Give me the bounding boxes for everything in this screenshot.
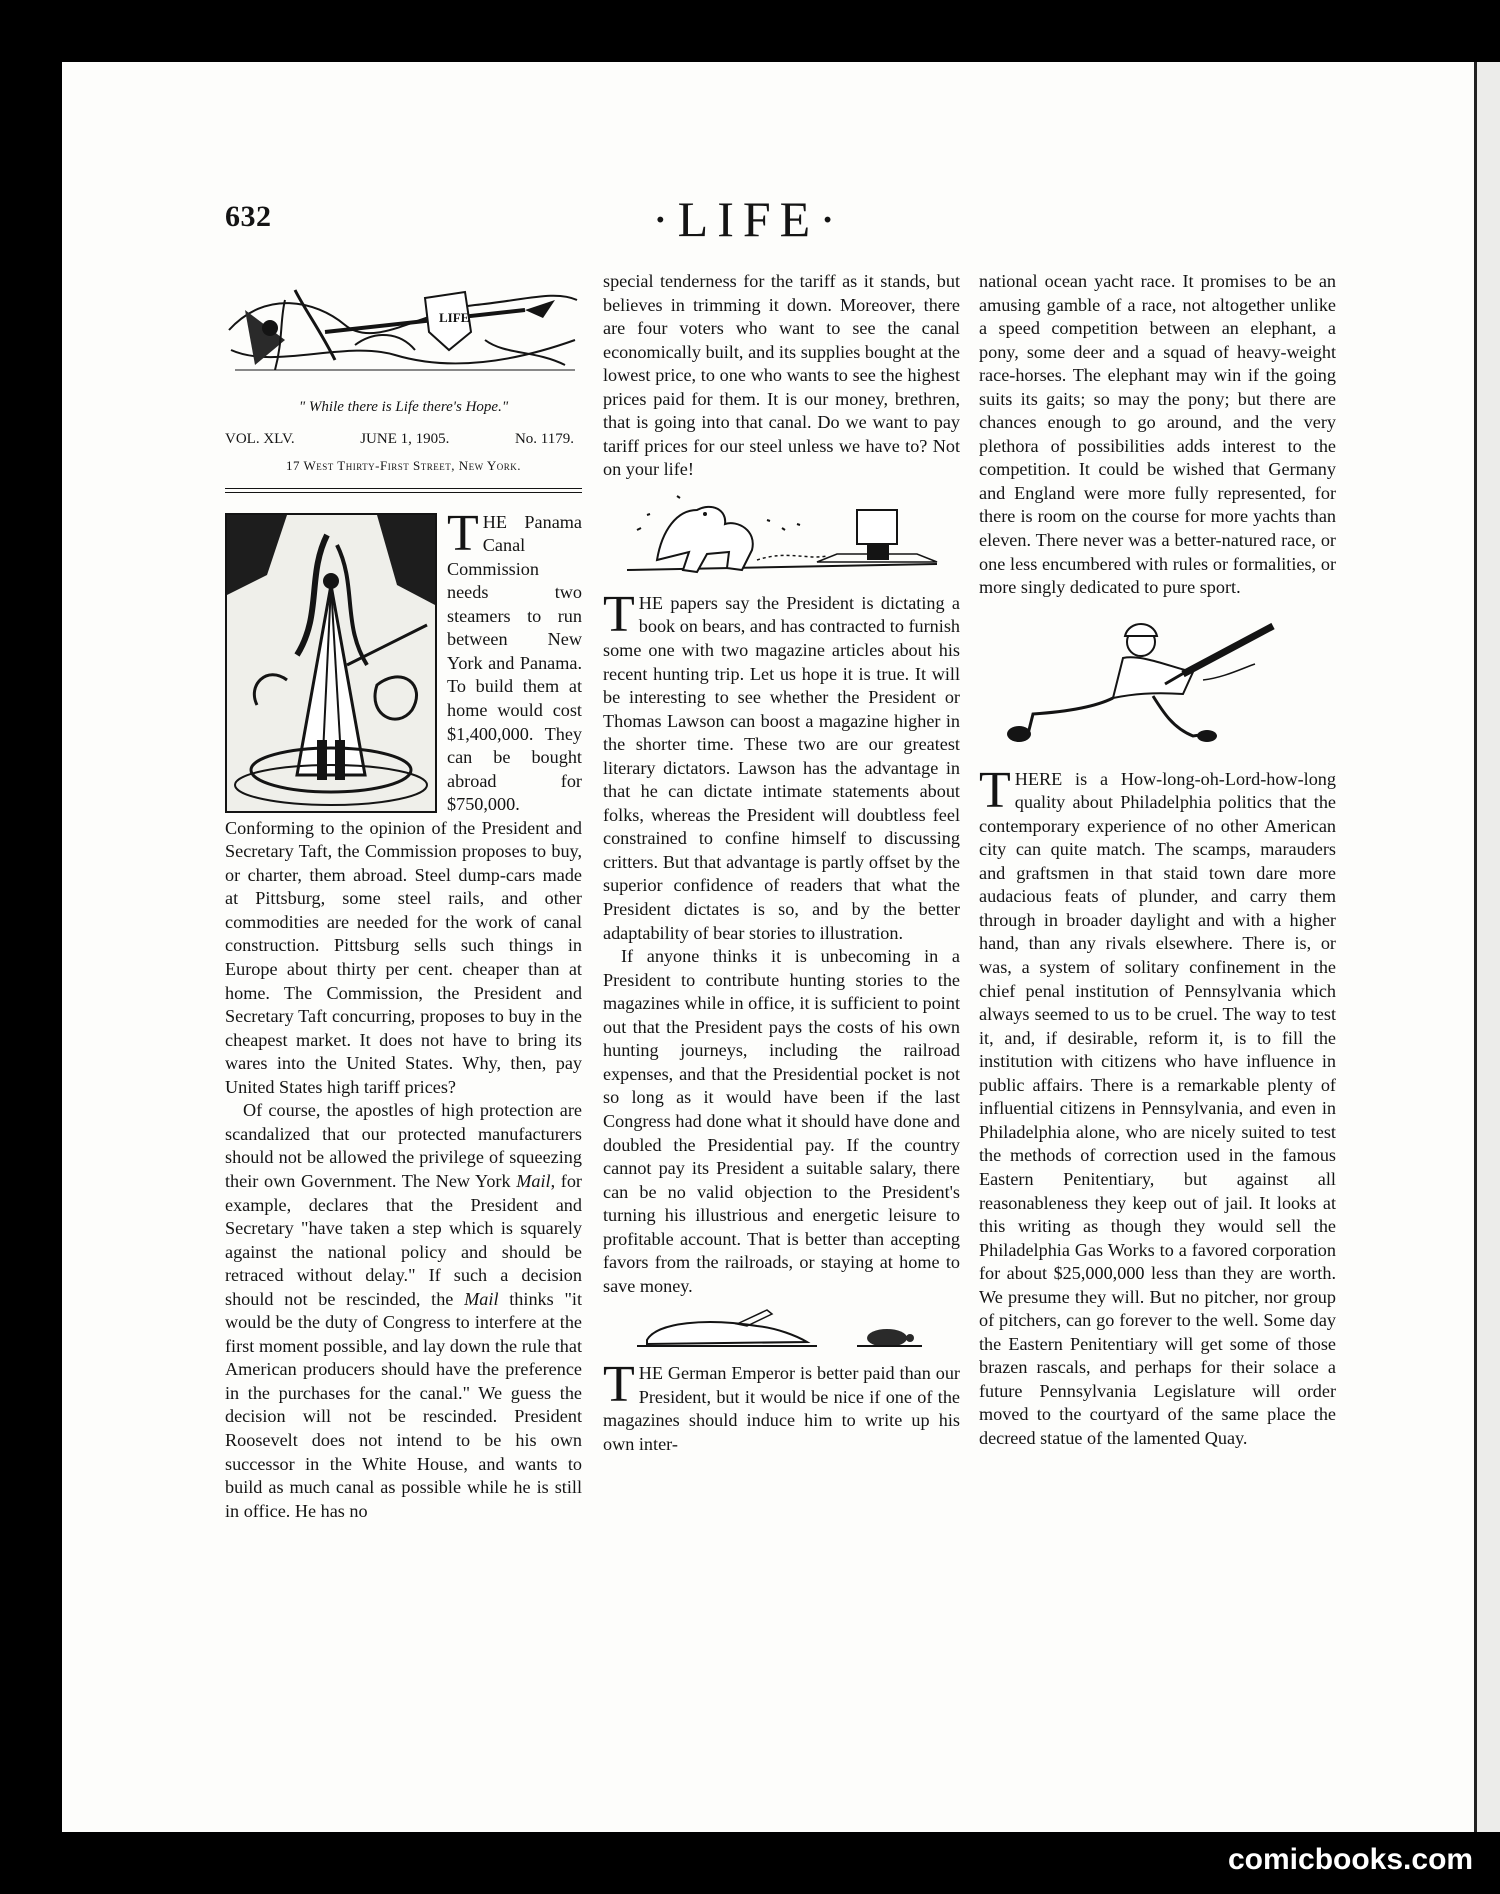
paragraph: [603, 1356, 960, 1456]
masthead-cartouche-art: [225, 270, 582, 388]
issue-number: No. 1179.: [514, 430, 574, 447]
bear-illustration: [603, 490, 960, 582]
drop-cap: T: [603, 1356, 635, 1414]
newspaper-title: Mail: [516, 1170, 551, 1191]
volume-line: [225, 428, 582, 452]
masthead-rule-top: [225, 488, 582, 489]
paragraph-text: HERE is a How-long-oh-Lord-how-long quality about Philadelphia politics that the contemporary experience of no other American city can quite match. The scamps, marauders and graftsmen in that staid town dare more audacious feats of plunder, and carry them through in broader daylight and with a higher hand, than any rivals elsewhere. There is, or was, a system of solitary confinement in the chief penal institution of Pennsylvania which always seemed to us to be cruel. The way to test it, and, if desirable, reform it, is to fill the institution with citizens who have influence in public affairs. There is a remarkable plenty of influential citizens in Pennsylvania, and even in Philadelphia alone, who are nicely suited to test the methods of correction used in the famous Eastern Penitentiary, but against all reasonableness they keep out of jail. It looks at this writing as though they would sell the Philadelphia Gas Works to a favored corporation for about $25,000,000 less than they are worth. We presume they will. But no pitcher, nor group of pitchers, can go forever to the well. Some day the Eastern Penitentiary will get some of those brazen rascals, and perhaps for their solace a future Pennsylvania Legislature will order moved to the courtyard of the same place the decreed statue of the lamented Quay.: [979, 768, 1336, 1448]
column-2: [603, 270, 960, 1457]
canal-dredge-illustration: [225, 513, 437, 813]
paragraph: [225, 1099, 582, 1523]
paragraph: [979, 761, 1336, 1451]
paragraph: special tenderness for the tariff as it stands, but believes in trimming it down. Moreover, there are four voters who want to see the canal economically built, and its supplies bought at the lowest price, to one who wants to see the highest prices paid for them. It is our money, brethren, that is going into that canal. Do we want to pay tariff prices for our steel unless we have to? Not on your life!: [603, 271, 960, 480]
paragraph-text: thinks "it would be the duty of Congress to interfere at the first moment possible, and lay down the rule that American producers should have the preference in the purchases for the canal." We guess the decision will not be rescinded. President Roosevelt does not intend to be his own successor in the White House, and wants to build as much canal as possible while he is still in office. He has no: [225, 1288, 583, 1521]
cartouche-logo-text: LIFE: [439, 310, 470, 325]
drop-cap: T: [603, 585, 635, 643]
issue-date: JUNE 1, 1905.: [360, 430, 450, 447]
watermark: comicbooks.com: [1228, 1843, 1474, 1876]
page-number: 632: [225, 200, 272, 233]
running-hunter-illustration: [979, 608, 1336, 758]
column-3: [979, 270, 1336, 1451]
drop-cap: T: [447, 504, 479, 562]
column-1: [225, 270, 582, 1523]
masthead-title: ·LIFE·: [652, 191, 845, 247]
volume-label: VOL. XLV.: [225, 430, 295, 447]
masthead-motto: " While there is Life there's Hope.": [298, 399, 509, 415]
article-panama-canal: [225, 504, 582, 1100]
adjacent-page-edge: [1474, 62, 1500, 1832]
hare-and-tortoise-illustration: [603, 1306, 960, 1352]
paragraph: [603, 585, 960, 945]
publisher-address: 17 West Thirty-First Street, New York.: [285, 458, 522, 474]
drop-cap: T: [979, 761, 1011, 819]
paragraph-text: HE German Emperor is better paid than our President, but it would be nice if one of the magazines should induce him to write up his own inter-: [603, 1363, 960, 1454]
paragraph: If anyone thinks it is unbecoming in a President to contribute hunting stories to the magazines while in office, it is sufficient to point out that the President pays the costs of his own hunting journeys, including the railroad expenses, and that the Presidential pocket is not so long as it would have been if the last Congress had done what it should have done and doubled the Presidential pay. If the country cannot pay its President a suitable salary, there can be no valid objection to the President's turning his illustrious and energetic leisure to profitable account. That is better than accepting favors from the railroads, or staying at home to save money.: [603, 946, 960, 1296]
paragraph-text: , for example, declares that the President and Secretary "have taken a step which is squarely against the national policy and should be retraced without delay." If such a decision should not be rescinded, the: [225, 1170, 582, 1309]
paragraph-text: HE Panama Canal Commission needs two steamers to run between New York and Panama. To build them at home would cost $1,400,000. They can be bought abroad for $750,000. Conforming to the opinion of the President and Secretary Taft, the Commission proposes to buy, or charter, them abroad. Steel dump-cars made at Pittsburg, some steel rails, and other commodities are needed for the work of canal construction. Pittsburg sells such things in Europe about thirty per cent. cheaper than at home. The Commission, the President and Secretary Taft concurring, proposes to buy in the cheapest market. It does not have to bring its wares into the United States. Why, then, pay United States high tariff prices?: [225, 511, 582, 1097]
paragraph-text: Of course, the apostles of high protection are scandalized that our protected manufacturers should not be allowed the privilege of squeezing their own Government. The New York: [225, 1100, 582, 1191]
newspaper-title: Mail: [464, 1288, 499, 1309]
paragraph: national ocean yacht race. It promises to be an amusing gamble of a race, not altogether unlike a speed competition between an elephant, a pony, some deer and a squad of heavy-weight race-horses. The elephant may win if the going suits its gaits; so may the pony; but there are chances enough to go around, and the very plethora of possibilities adds interest to the competition. It could be wished that Germany and England were more fully represented, for there is room on the course for more yachts than eleven. There never was a better-natured race, or one less encumbered with rules or formalities, or more singly dedicated to pure sport.: [979, 271, 1336, 598]
paragraph-text: HE papers say the President is dictating a book on bears, and has contracted to furnish some one with two magazine articles about his recent hunting trip. Let us hope it is true. It will be interesting to see whether the President or Thomas Lawson can boost a magazine higher in the shorter time. These two are our greatest literary dictators. Lawson has the advantage in that he can dictate intimate statements about folks, whereas the President will doubtless feel constrained to confine himself to discussing critters. But that advantage is partly offset by the superior confidence of readers that what the President dictates is so, and by the better adaptability of bear stories to illustration.: [603, 592, 960, 943]
magazine-page: [62, 62, 1474, 1832]
